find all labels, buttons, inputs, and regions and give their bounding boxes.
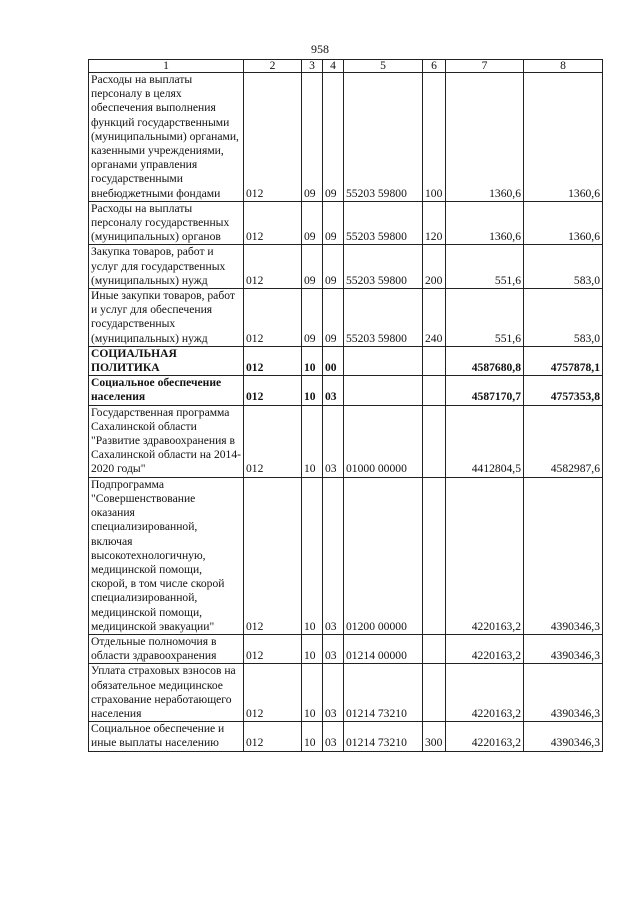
target-article-code: 01214 73210 bbox=[344, 664, 423, 722]
subsection-code: 03 bbox=[323, 405, 344, 477]
subsection-code: 09 bbox=[323, 245, 344, 289]
target-article-code: 55203 59800 bbox=[344, 289, 423, 347]
table-row bbox=[89, 201, 603, 245]
expense-type-code bbox=[423, 634, 446, 663]
ministry-code: 012 bbox=[244, 376, 302, 405]
column-header: 6 bbox=[423, 60, 446, 73]
section-code: 10 bbox=[302, 405, 323, 477]
amount-year-2: 4582987,6 bbox=[524, 405, 603, 477]
row-name: Иные закупки товаров, работ и услуг для обеспечения государственных (муниципальных) нужд bbox=[89, 289, 244, 347]
row-name: Отдельные полномочия в области здравоохранения bbox=[89, 634, 244, 663]
expense-type-code bbox=[423, 405, 446, 477]
expense-type-code bbox=[423, 346, 446, 375]
row-name: Социальное обеспечение и иные выплаты населению bbox=[89, 722, 244, 751]
ministry-code: 012 bbox=[244, 346, 302, 375]
amount-year-1: 4220163,2 bbox=[446, 634, 524, 663]
target-article-code: 01214 73210 bbox=[344, 722, 423, 751]
column-header: 1 bbox=[89, 60, 244, 73]
expense-type-code bbox=[423, 376, 446, 405]
column-header: 7 bbox=[446, 60, 524, 73]
amount-year-1: 4412804,5 bbox=[446, 405, 524, 477]
section-code: 09 bbox=[302, 289, 323, 347]
ministry-code: 012 bbox=[244, 201, 302, 245]
section-code: 09 bbox=[302, 245, 323, 289]
expense-type-code: 240 bbox=[423, 289, 446, 347]
table-row bbox=[89, 722, 603, 751]
ministry-code: 012 bbox=[244, 73, 302, 202]
ministry-code: 012 bbox=[244, 664, 302, 722]
budget-table bbox=[88, 59, 603, 752]
subsection-code: 09 bbox=[323, 289, 344, 347]
subsection-code: 03 bbox=[323, 477, 344, 634]
subsection-code: 03 bbox=[323, 722, 344, 751]
row-name: Закупка товаров, работ и услуг для государственных (муниципальных) нужд bbox=[89, 245, 244, 289]
section-code: 09 bbox=[302, 201, 323, 245]
amount-year-2: 4390346,3 bbox=[524, 722, 603, 751]
amount-year-2: 583,0 bbox=[524, 245, 603, 289]
amount-year-1: 551,6 bbox=[446, 245, 524, 289]
target-article-code: 01000 00000 bbox=[344, 405, 423, 477]
amount-year-2: 4390346,3 bbox=[524, 664, 603, 722]
ministry-code: 012 bbox=[244, 634, 302, 663]
amount-year-1: 4220163,2 bbox=[446, 664, 524, 722]
ministry-code: 012 bbox=[244, 405, 302, 477]
target-article-code: 01200 00000 bbox=[344, 477, 423, 634]
header-row bbox=[89, 60, 603, 73]
table-body bbox=[89, 73, 603, 752]
section-code: 10 bbox=[302, 664, 323, 722]
column-header: 2 bbox=[244, 60, 302, 73]
amount-year-2: 4390346,3 bbox=[524, 477, 603, 634]
ministry-code: 012 bbox=[244, 245, 302, 289]
column-header: 3 bbox=[302, 60, 323, 73]
target-article-code bbox=[344, 376, 423, 405]
expense-type-code: 100 bbox=[423, 73, 446, 202]
table-row bbox=[89, 634, 603, 663]
row-name: СОЦИАЛЬНАЯ ПОЛИТИКА bbox=[89, 346, 244, 375]
amount-year-2: 4390346,3 bbox=[524, 634, 603, 663]
table-row bbox=[89, 664, 603, 722]
table-row bbox=[89, 73, 603, 202]
amount-year-1: 4220163,2 bbox=[446, 722, 524, 751]
subsection-code: 03 bbox=[323, 376, 344, 405]
amount-year-1: 4587680,8 bbox=[446, 346, 524, 375]
subsection-code: 03 bbox=[323, 664, 344, 722]
row-name: Подпрограмма "Совершенствование оказания специализированной, включая высокотехнологичную, медицинской помощи, скорой, в том числе скорой специализированной, медицинской помощи, медицинской эвакуации" bbox=[89, 477, 244, 634]
ministry-code: 012 bbox=[244, 289, 302, 347]
section-code: 10 bbox=[302, 346, 323, 375]
amount-year-1: 4220163,2 bbox=[446, 477, 524, 634]
table-row bbox=[89, 405, 603, 477]
section-code: 09 bbox=[302, 73, 323, 202]
column-header: 5 bbox=[344, 60, 423, 73]
expense-type-code bbox=[423, 477, 446, 634]
ministry-code: 012 bbox=[244, 477, 302, 634]
subsection-code: 00 bbox=[323, 346, 344, 375]
subsection-code: 03 bbox=[323, 634, 344, 663]
table-row bbox=[89, 245, 603, 289]
target-article-code: 55203 59800 bbox=[344, 201, 423, 245]
section-code: 10 bbox=[302, 634, 323, 663]
amount-year-1: 1360,6 bbox=[446, 73, 524, 202]
table-row bbox=[89, 376, 603, 405]
subsection-code: 09 bbox=[323, 73, 344, 202]
column-header: 8 bbox=[524, 60, 603, 73]
expense-type-code: 200 bbox=[423, 245, 446, 289]
table-row bbox=[89, 289, 603, 347]
subsection-code: 09 bbox=[323, 201, 344, 245]
row-name: Расходы на выплаты персоналу государственных (муниципальных) органов bbox=[89, 201, 244, 245]
amount-year-2: 583,0 bbox=[524, 289, 603, 347]
row-name: Уплата страховых взносов на обязательное медицинское страхование неработающего населения bbox=[89, 664, 244, 722]
section-code: 10 bbox=[302, 722, 323, 751]
amount-year-1: 551,6 bbox=[446, 289, 524, 347]
column-header: 4 bbox=[323, 60, 344, 73]
amount-year-2: 1360,6 bbox=[524, 201, 603, 245]
expense-type-code: 300 bbox=[423, 722, 446, 751]
amount-year-2: 1360,6 bbox=[524, 73, 603, 202]
row-name: Социальное обеспечение населения bbox=[89, 376, 244, 405]
row-name: Государственная программа Сахалинской области "Развитие здравоохранения в Сахалинской области на 2014-2020 годы" bbox=[89, 405, 244, 477]
page-number: 958 bbox=[311, 42, 329, 56]
amount-year-2: 4757878,1 bbox=[524, 346, 603, 375]
section-code: 10 bbox=[302, 376, 323, 405]
amount-year-2: 4757353,8 bbox=[524, 376, 603, 405]
expense-type-code bbox=[423, 664, 446, 722]
target-article-code: 01214 00000 bbox=[344, 634, 423, 663]
target-article-code: 55203 59800 bbox=[344, 73, 423, 202]
target-article-code bbox=[344, 346, 423, 375]
amount-year-1: 4587170,7 bbox=[446, 376, 524, 405]
row-name: Расходы на выплаты персоналу в целях обеспечения выполнения функций государственными (муниципальными) органами, казенными учреждениями, органами управления государственными внебюджетными фондами bbox=[89, 73, 244, 202]
amount-year-1: 1360,6 bbox=[446, 201, 524, 245]
table-row bbox=[89, 477, 603, 634]
ministry-code: 012 bbox=[244, 722, 302, 751]
table-row bbox=[89, 346, 603, 375]
target-article-code: 55203 59800 bbox=[344, 245, 423, 289]
expense-type-code: 120 bbox=[423, 201, 446, 245]
section-code: 10 bbox=[302, 477, 323, 634]
